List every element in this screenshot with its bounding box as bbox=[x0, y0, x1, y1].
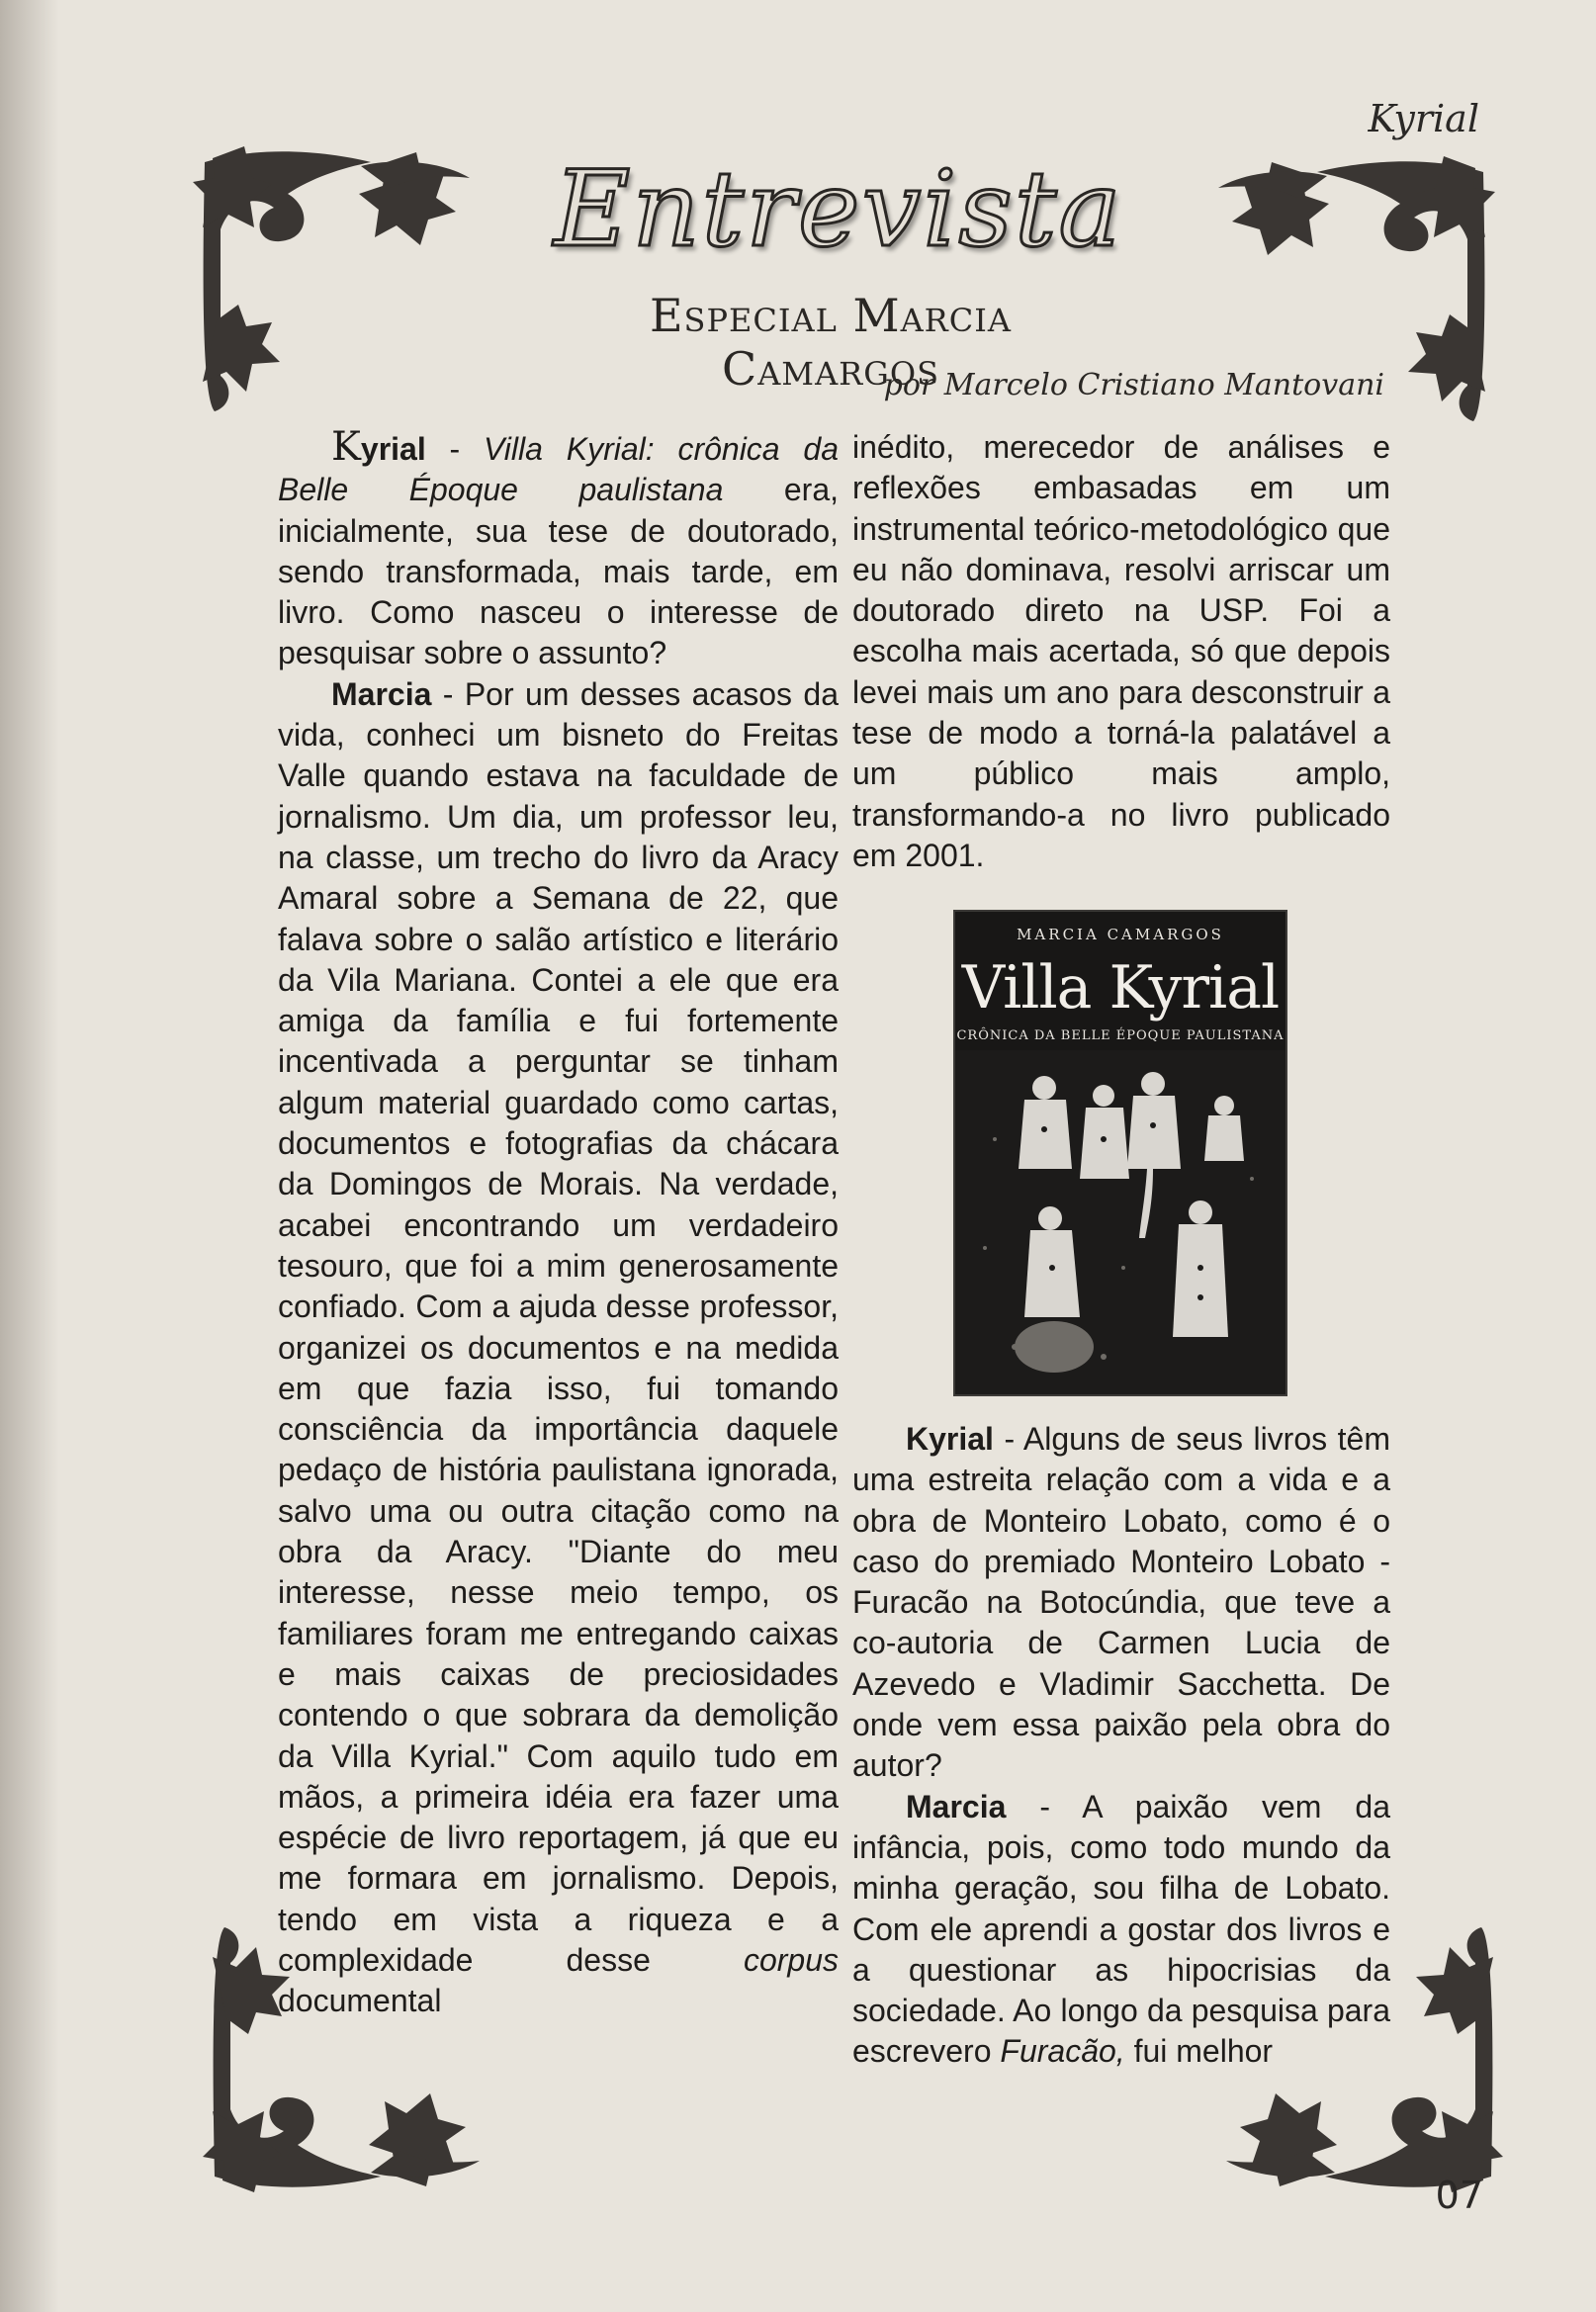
italic-word: Furacão, bbox=[1000, 2033, 1125, 2070]
book-cover-author: MARCIA CAMARGOS bbox=[1017, 926, 1224, 943]
italic-word: corpus bbox=[743, 1941, 839, 1978]
speaker-label: yrial bbox=[360, 431, 426, 467]
answer-continuation: inédito, merecedor de análises e reflexões embasadas em um instrumental teórico-metodológico que eu não dominava, resolvi arriscar um doutorado direto na USP. Foi a escolha mais acertada, só que depois levei mais um ano para desconstruir a tese de modo a torná-la palatável a um público mais amplo, transformando-a no livro publicado em 2001. bbox=[852, 429, 1390, 873]
question-paragraph bbox=[278, 424, 840, 674]
article-column-right-bottom bbox=[852, 1419, 1390, 2073]
article-column-left bbox=[278, 424, 840, 2022]
page-number: 07 bbox=[1435, 2174, 1483, 2217]
answer-text-end: documental bbox=[278, 1983, 442, 2019]
book-cover-image bbox=[955, 912, 1286, 1394]
answer-text-end: fui melhor bbox=[1124, 2033, 1274, 2070]
book-cover-photo bbox=[955, 1050, 1286, 1394]
question-paragraph bbox=[852, 1419, 1390, 1787]
section-title: Entrevista bbox=[554, 148, 1123, 270]
answer-text: - Por um desses acasos da vida, conheci um bisneto do Freitas Valle quando estava na faculdade de jornalismo. Um dia, um professor leu, na classe, um trecho do livro da Aracy Amaral sobre a Semana de 22, que falava sobre o salão artístico e literário da Vila Mariana. Contei a ele que era amiga da família e fui fortemente incentivada a perguntar se tinham algum material guardado como cartas, documentos e fotografias da chácara da Domingos de Morais. Na verdade, acabei encontrando um verdadeiro tesouro, que foi a mim generosamente confiado. Com a ajuda desse professor, organizei os documentos e na medida em que fazia isso, fui tomando consciência da importância daquele pedaço de história paulistana ignorada, salvo uma ou outra citação como na obra da Aracy. "Diante do meu interesse, nesse meio tempo, os familiares foram me entregando caixas e mais caixas de preciosidades contendo o que sobrara da demolição da Villa Kyrial." Com aquilo tudo em mãos, a primeira idéia era fazer uma espécie de livro reportagem, já que eu me formara em jornalismo. Depois, tendo em vista a riqueza e a complexidade desse bbox=[278, 675, 839, 1978]
article-column-right-top bbox=[852, 427, 1390, 876]
question-text: - Alguns de seus livros têm uma estreita relação com a vida e a obra de Monteiro Lobato, como é o caso do premiado Monteiro Lobato - Furacão na Botocúndia, que teve a co-autoria de Carmen Lucia de Azevedo e Vladimir Sacchetta. De onde vem essa paixão pela obra do autor? bbox=[852, 1421, 1390, 1784]
answer-paragraph bbox=[278, 674, 839, 2022]
drop-cap: K bbox=[331, 424, 361, 470]
speaker-label: Kyrial bbox=[906, 1421, 994, 1457]
book-title-italic: Villa Kyrial: crônica da Belle Époque paulistana bbox=[278, 431, 840, 508]
answer-text: - A paixão vem da infância, pois, como todo mundo da minha geração, sou filha de Lobato. Com ele aprendi a gostar dos livros e a questionar as hipocrisias da sociedade. Ao longo da pesquisa para escrevero bbox=[852, 1788, 1390, 2070]
article-subtitle: Especial Marcia Camargos bbox=[649, 289, 1013, 396]
answer-paragraph bbox=[852, 1787, 1390, 2073]
speaker-label: Marcia bbox=[331, 675, 432, 712]
book-cover-title: Villa Kyrial bbox=[961, 953, 1280, 1023]
speaker-label: Marcia bbox=[906, 1788, 1007, 1824]
book-cover-subtitle: CRÔNICA DA BELLE ÉPOQUE PAULISTANA bbox=[956, 1028, 1285, 1043]
author-byline: por Marcelo Cristiano Mantovani bbox=[883, 368, 1384, 402]
page-binding-shadow bbox=[0, 0, 59, 2312]
separator: - bbox=[425, 431, 485, 467]
question-text: era, inicialmente, sua tese de doutorado, sendo transformada, mais tarde, em livro. Como nasceu o interesse de pesquisar sobre o assunto? bbox=[278, 472, 840, 671]
corner-ornament-top-left bbox=[193, 138, 480, 435]
magazine-name: Kyrial bbox=[1368, 97, 1479, 140]
